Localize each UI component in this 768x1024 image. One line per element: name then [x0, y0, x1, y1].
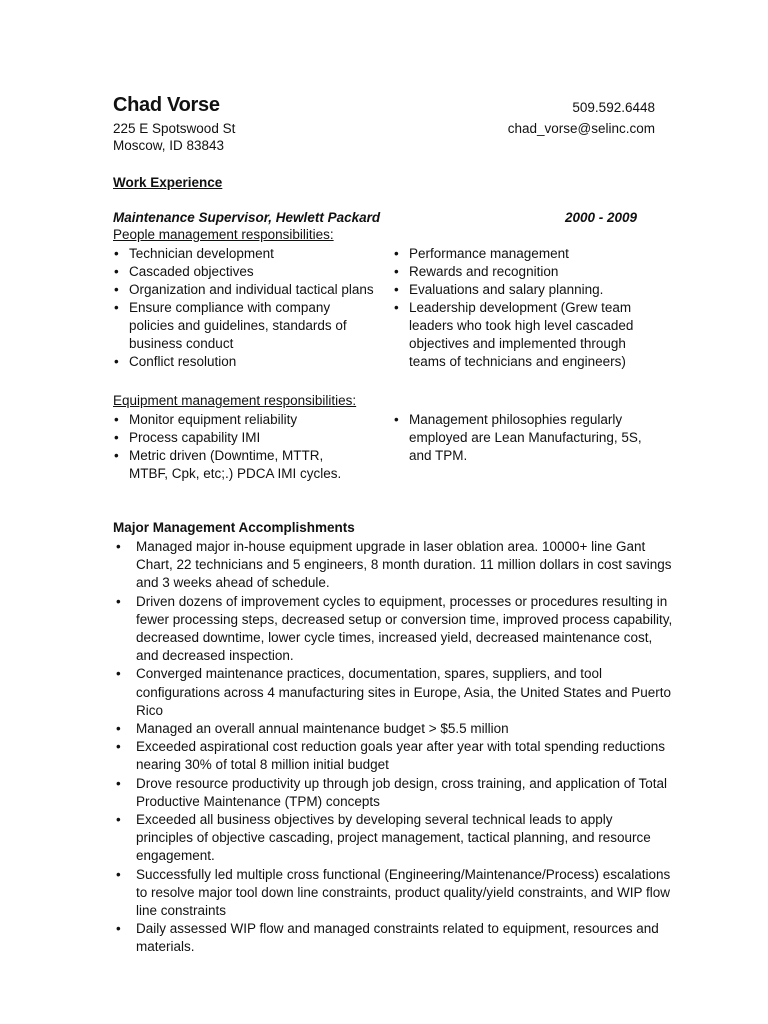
list-item: • Leadership development (Grew team leaders who took high level cascaded objectives and implemented through teams of technicians and engineers) — [393, 299, 655, 371]
section-heading-work-experience: Work Experience — [113, 175, 223, 190]
list-item: • Performance management — [393, 245, 655, 263]
equipment-right-column — [393, 411, 655, 465]
job-dates: 2000 - 2009 — [565, 210, 638, 225]
list-item: • Successfully led multiple cross functional (Engineering/Maintenance/Process) escalations to resolve major tool down line constraints, product quality/yield constraints, and WIP flow line constraints — [113, 866, 673, 921]
phone-number: 509.592.6448 — [572, 100, 655, 115]
list-item: • Daily assessed WIP flow and managed constraints related to equipment, resources and materials. — [113, 920, 673, 956]
address-line-2: Moscow, ID 83843 — [113, 138, 225, 153]
list-item: • Ensure compliance with company policies and guidelines, standards of business conduct — [113, 299, 375, 353]
list-item: • Evaluations and salary planning. — [393, 281, 655, 299]
list-item: • Driven dozens of improvement cycles to equipment, processes or procedures resulting in fewer processing steps, decreased setup or conversion time, improved process capability, decreased downtime, lower cycle times, increased yield, decreased maintenance cost, and decreased inspection. — [113, 593, 673, 666]
email-address: chad_vorse@selinc.com — [507, 121, 655, 136]
list-item: • Technician development — [113, 245, 375, 263]
list-item: • Process capability IMI — [113, 429, 375, 447]
list-item: • Converged maintenance practices, documentation, spares, suppliers, and tool configurations across 4 manufacturing sites in Europe, Asia, the United States and Puerto Rico — [113, 665, 673, 720]
people-right-column — [393, 245, 655, 371]
equipment-left-column — [113, 411, 375, 483]
address-line-1: 225 E Spotswood St — [113, 121, 236, 136]
list-item: • Conflict resolution — [113, 353, 375, 371]
section-heading-accomplishments: Major Management Accomplishments — [113, 520, 355, 535]
people-left-column — [113, 245, 375, 371]
list-item: • Managed major in-house equipment upgrade in laser oblation area. 10000+ line Gant Chart, 22 technicians and 5 engineers, 8 month duration. 11 million dollars in cost savings and 3 weeks ahead of schedule. — [113, 538, 673, 593]
list-item: • Exceeded all business objectives by developing several technical leads to apply principles of objective cascading, project management, tactical planning, and resource engagement. — [113, 811, 673, 866]
list-item: • Drove resource productivity up through job design, cross training, and application of Total Productive Maintenance (TPM) concepts — [113, 775, 673, 811]
equipment-management-heading: Equipment management responsibilities: — [113, 393, 357, 408]
list-item: • Managed an overall annual maintenance budget > $5.5 million — [113, 720, 673, 738]
list-item: • Metric driven (Downtime, MTTR, MTBF, Cpk, etc;.) PDCA IMI cycles. — [113, 447, 359, 483]
list-item: • Rewards and recognition — [393, 263, 655, 281]
list-item: • Monitor equipment reliability — [113, 411, 375, 429]
accomplishments-list — [113, 538, 673, 957]
list-item: • Management philosophies regularly employed are Lean Manufacturing, 5S, and TPM. — [393, 411, 655, 465]
people-management-heading: People management responsibilities: — [113, 227, 334, 242]
list-item: • Cascaded objectives — [113, 263, 375, 281]
list-item: • Organization and individual tactical plans — [113, 281, 375, 299]
candidate-name: Chad Vorse — [113, 94, 220, 116]
list-item: • Exceeded aspirational cost reduction goals year after year with total spending reductions nearing 30% of total 8 million initial budget — [113, 738, 673, 774]
job-title: Maintenance Supervisor, Hewlett Packard — [113, 210, 381, 225]
